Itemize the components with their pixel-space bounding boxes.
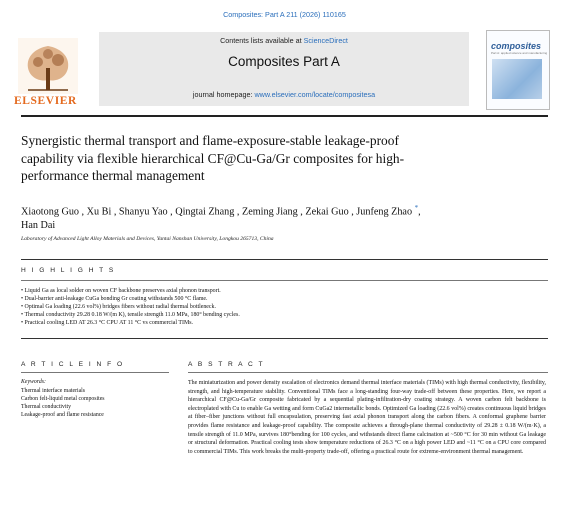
article-info-heading: A R T I C L E I N F O	[21, 361, 125, 368]
abstract-body: The miniaturization and power density escalation of electronics demand thermal interface materials (TIMs) with high thermal conductivity, flexibility, strength, and high-temperature stability. Conventional TIMs face a long-standing four-way trade-off between these properties. Here, we report a hierarchical CF@Cu-Ga/Gr composite fabricated by a sequential plating-infiltration-dry coating strategy. A woven carbon felt backbone is electroplated with Cu to enable Ga wetting and form CuGa2 intermetallic bonds. Optimized Ga loading (22.6 vol%) creates continuous liquid bridges at fiber–fiber junctions without full encapsulation, preserving fast axial phonon transport along the carbon fibers. A conformal graphene barrier provides flame resistance and leakage-proof capability. The composite achieves a through-plane thermal conductivity of 29.28 ± 0.18 W/(m·K), a tensile strength of 11.0 MPa, survives 180°bending for 100 cycles, and withstands direct flame calcination at ~500 °C for 30 min without Ga leakage or structural deformation. Practical cooling tests show temperature reductions of 26.3 °C on a high power LED and ~11 °C on a CPU core compared to commercial TIMs. This work breaks the multi-property trade-off, offering a practical route for extreme-environment thermal management.	[188, 380, 546, 455]
keyword-item[interactable]: Thermal interface materials	[21, 388, 86, 394]
keywords-label: Keywords:	[21, 379, 46, 385]
cover-title: composites	[491, 41, 542, 51]
journal-reference-link[interactable]: Composites: Part A 211 (2026) 110165	[223, 10, 346, 19]
highlights-bottom-rule	[21, 338, 548, 339]
keywords-list	[21, 387, 105, 419]
authors-line-1: Xiaotong Guo , Xu Bi , Shanyu Yao , Qingtai Zhang , Zeming Jiang , Zekai Guo , Junfeng Zhao	[21, 206, 415, 218]
affiliation: Laboratory of Advanced Light Alloy Materials and Devices, Yantai Nanshan University, Longkou 265713, China	[21, 236, 274, 242]
contents-line: Contents lists available at ScienceDirect	[220, 36, 348, 45]
journal-homepage: journal homepage: www.elsevier.com/locate/compositesa	[192, 90, 376, 99]
author-list: Xiaotong Guo , Xu Bi , Shanyu Yao , Qingtai Zhang , Zeming Jiang , Zekai Guo , Junfeng Zhao *, Han Dai	[21, 204, 421, 231]
authors-line-2: Han Dai	[21, 219, 56, 231]
article-info-rule	[21, 372, 169, 373]
abstract-heading: A B S T R A C T	[188, 361, 265, 368]
keyword-item[interactable]: Leakage-proof and flame resistance	[21, 412, 104, 419]
article-title: Synergistic thermal transport and flame-exposure-stable leakage-proof capability via flexible hierarchical CF@Cu-Ga/Gr composites for high-performance thermal management	[21, 133, 405, 183]
highlights-inner-rule	[21, 280, 548, 281]
cover-subtitle: Part A: applied science and manufacturing	[491, 51, 548, 55]
cover-artwork	[492, 59, 542, 99]
highlight-item: • Optimal Ga loading (22.6 vol%) bridges fibers without radial thermal bottleneck.	[21, 304, 216, 311]
journal-cover-thumbnail[interactable]	[486, 30, 550, 110]
sciencedirect-link[interactable]: ScienceDirect	[303, 36, 348, 45]
keyword-item[interactable]: Carbon felt-liquid metal composites	[21, 396, 105, 403]
highlights-list	[21, 287, 541, 327]
abstract-rule	[188, 372, 548, 373]
highlights-top-rule	[21, 259, 548, 260]
highlight-item: • Practical cooling LED AT 26.3 °C CPU AT 11 °C vs commercial TIMs.	[21, 320, 193, 327]
highlight-item: • Thermal conductivity 29.28 0.18 W/(m K), tensile strength 11.0 MPa, 180° bending cycles.	[21, 312, 240, 319]
journal-title: Composites Part A	[228, 54, 340, 69]
highlight-item: • Liquid Ga as local solder on woven CF backbone preserves axial phonon transport.	[21, 288, 221, 294]
publisher-name: ELSEVIER	[14, 95, 77, 107]
header-divider	[21, 115, 548, 117]
homepage-link[interactable]: www.elsevier.com/locate/compositesa	[254, 90, 376, 99]
highlight-item: • Dual-barrier anti-leakage CuGa bonding Gr coating withstands 500 °C flame.	[21, 296, 208, 303]
keyword-item[interactable]: Thermal conductivity	[21, 404, 72, 411]
corresponding-author-mark[interactable]: *	[414, 204, 419, 212]
highlights-heading: H I G H L I G H T S	[21, 267, 116, 274]
